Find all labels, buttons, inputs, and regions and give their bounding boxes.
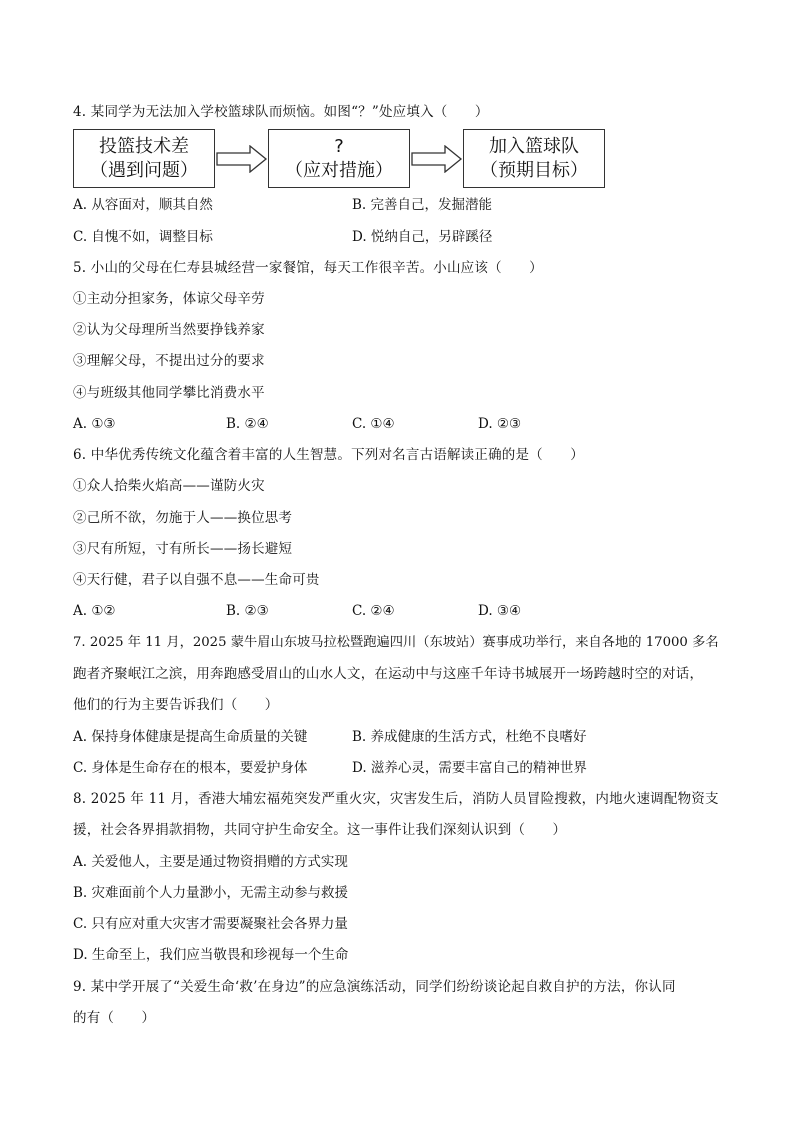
q8-option-d[interactable]: D. 生命至上，我们应当敬畏和珍视每一个生命 — [73, 947, 349, 963]
q5-option-a[interactable]: A. ①③ — [73, 416, 116, 432]
q5-option-b[interactable]: B. ②④ — [226, 416, 269, 432]
box-goal-title: 加入篮球队 — [489, 136, 579, 157]
diagram-box-goal — [463, 129, 605, 188]
q5-item-3: ③理解父母，不提出过分的要求 — [73, 353, 265, 369]
box-problem-subtitle: （遇到问题） — [90, 160, 198, 181]
q4-option-c[interactable]: C. 自愧不如，调整目标 — [73, 229, 213, 245]
box-measure-title: ? — [334, 136, 344, 157]
q5-item-2: ②认为父母理所当然要挣钱养家 — [73, 322, 265, 338]
q6-stem: 6. 中华优秀传统文化蕴含着丰富的人生智慧。下列对名言古语解读正确的是（ ） — [73, 447, 584, 463]
q5-item-4: ④与班级其他同学攀比消费水平 — [73, 385, 265, 401]
q8-option-c[interactable]: C. 只有应对重大灾害才需要凝聚社会各界力量 — [73, 916, 348, 932]
q6-item-1: ①众人拾柴火焰高——谨防火灾 — [73, 478, 265, 494]
q5-option-c[interactable]: C. ①④ — [352, 416, 395, 432]
box-goal-subtitle: （预期目标） — [480, 160, 588, 181]
q5-stem: 5. 小山的父母在仁寿县城经营一家餐馆，每天工作很辛苦。小山应该（ ） — [73, 260, 543, 276]
q7-stem-line-1: 7. 2025 年 11 月，2025 蒙牛眉山东坡马拉松暨跑遍四川（东坡站）赛事成功举行，来自各地的 17000 多名 — [73, 635, 719, 650]
diagram-box-problem — [73, 129, 215, 188]
q8-option-a[interactable]: A. 关爱他人，主要是通过物资捐赠的方式实现 — [73, 854, 348, 870]
q7-option-d[interactable]: D. 滋养心灵，需要丰富自己的精神世界 — [352, 760, 587, 776]
arrow-right-icon — [411, 145, 463, 173]
q4-option-a[interactable]: A. 从容面对，顺其自然 — [73, 197, 213, 213]
q7-stem-line-3: 他们的行为主要告诉我们（ ） — [73, 697, 279, 713]
q5-item-1: ①主动分担家务，体谅父母辛劳 — [73, 291, 265, 307]
q6-item-2: ②己所不欲，勿施于人——换位思考 — [73, 510, 293, 526]
q5-option-d[interactable]: D. ②③ — [478, 416, 522, 432]
q8-option-b[interactable]: B. 灾难面前个人力量渺小，无需主动参与救援 — [73, 885, 349, 901]
diagram-box-measure — [268, 129, 410, 188]
box-measure-subtitle: （应对措施） — [285, 160, 393, 181]
q6-option-a[interactable]: A. ①② — [73, 603, 116, 619]
arrow-right-icon — [216, 145, 268, 173]
q6-item-3: ③尺有所短，寸有所长——扬长避短 — [73, 541, 293, 557]
q7-option-b[interactable]: B. 养成健康的生活方式，杜绝不良嗜好 — [352, 729, 587, 745]
box-problem-title: 投篮技术差 — [99, 136, 189, 157]
q8-stem-line-2: 援，社会各界捐款捐物，共同守护生命安全。这一事件让我们深刻认识到（ ） — [73, 822, 567, 838]
q7-option-c[interactable]: C. 身体是生命存在的根本，要爱护身体 — [73, 760, 308, 776]
q9-stem-line-1: 9. 某中学开展了“关爱生命‘救’在身边”的应急演练活动，同学们纷纷谈论起自救自护的方法，你认同 — [73, 979, 676, 995]
q6-option-d[interactable]: D. ③④ — [478, 603, 522, 619]
q4-stem: 4. 某同学为无法加入学校篮球队而烦恼。如图“？”处应填入（ ） — [73, 104, 489, 120]
q6-option-c[interactable]: C. ②④ — [352, 603, 395, 619]
q8-stem-line-1: 8. 2025 年 11 月，香港大埔宏福苑突发严重火灾，灾害发生后，消防人员冒险搜救，内地火速调配物资支 — [73, 791, 719, 807]
q7-stem-line-2: 跑者齐聚岷江之滨，用奔跑感受眉山的山水人文，在运动中与这座千年诗书城展开一场跨越时空的对话， — [73, 666, 704, 682]
q4-option-d[interactable]: D. 悦纳自己，另辟蹊径 — [352, 229, 493, 245]
q7-option-a[interactable]: A. 保持身体健康是提高生命质量的关键 — [73, 729, 308, 745]
q6-item-4: ④天行健，君子以自强不息——生命可贵 — [73, 572, 320, 588]
q4-option-b[interactable]: B. 完善自己，发掘潜能 — [352, 197, 493, 213]
q9-stem-line-2: 的有（ ） — [73, 1010, 156, 1026]
q6-option-b[interactable]: B. ②③ — [226, 603, 269, 619]
